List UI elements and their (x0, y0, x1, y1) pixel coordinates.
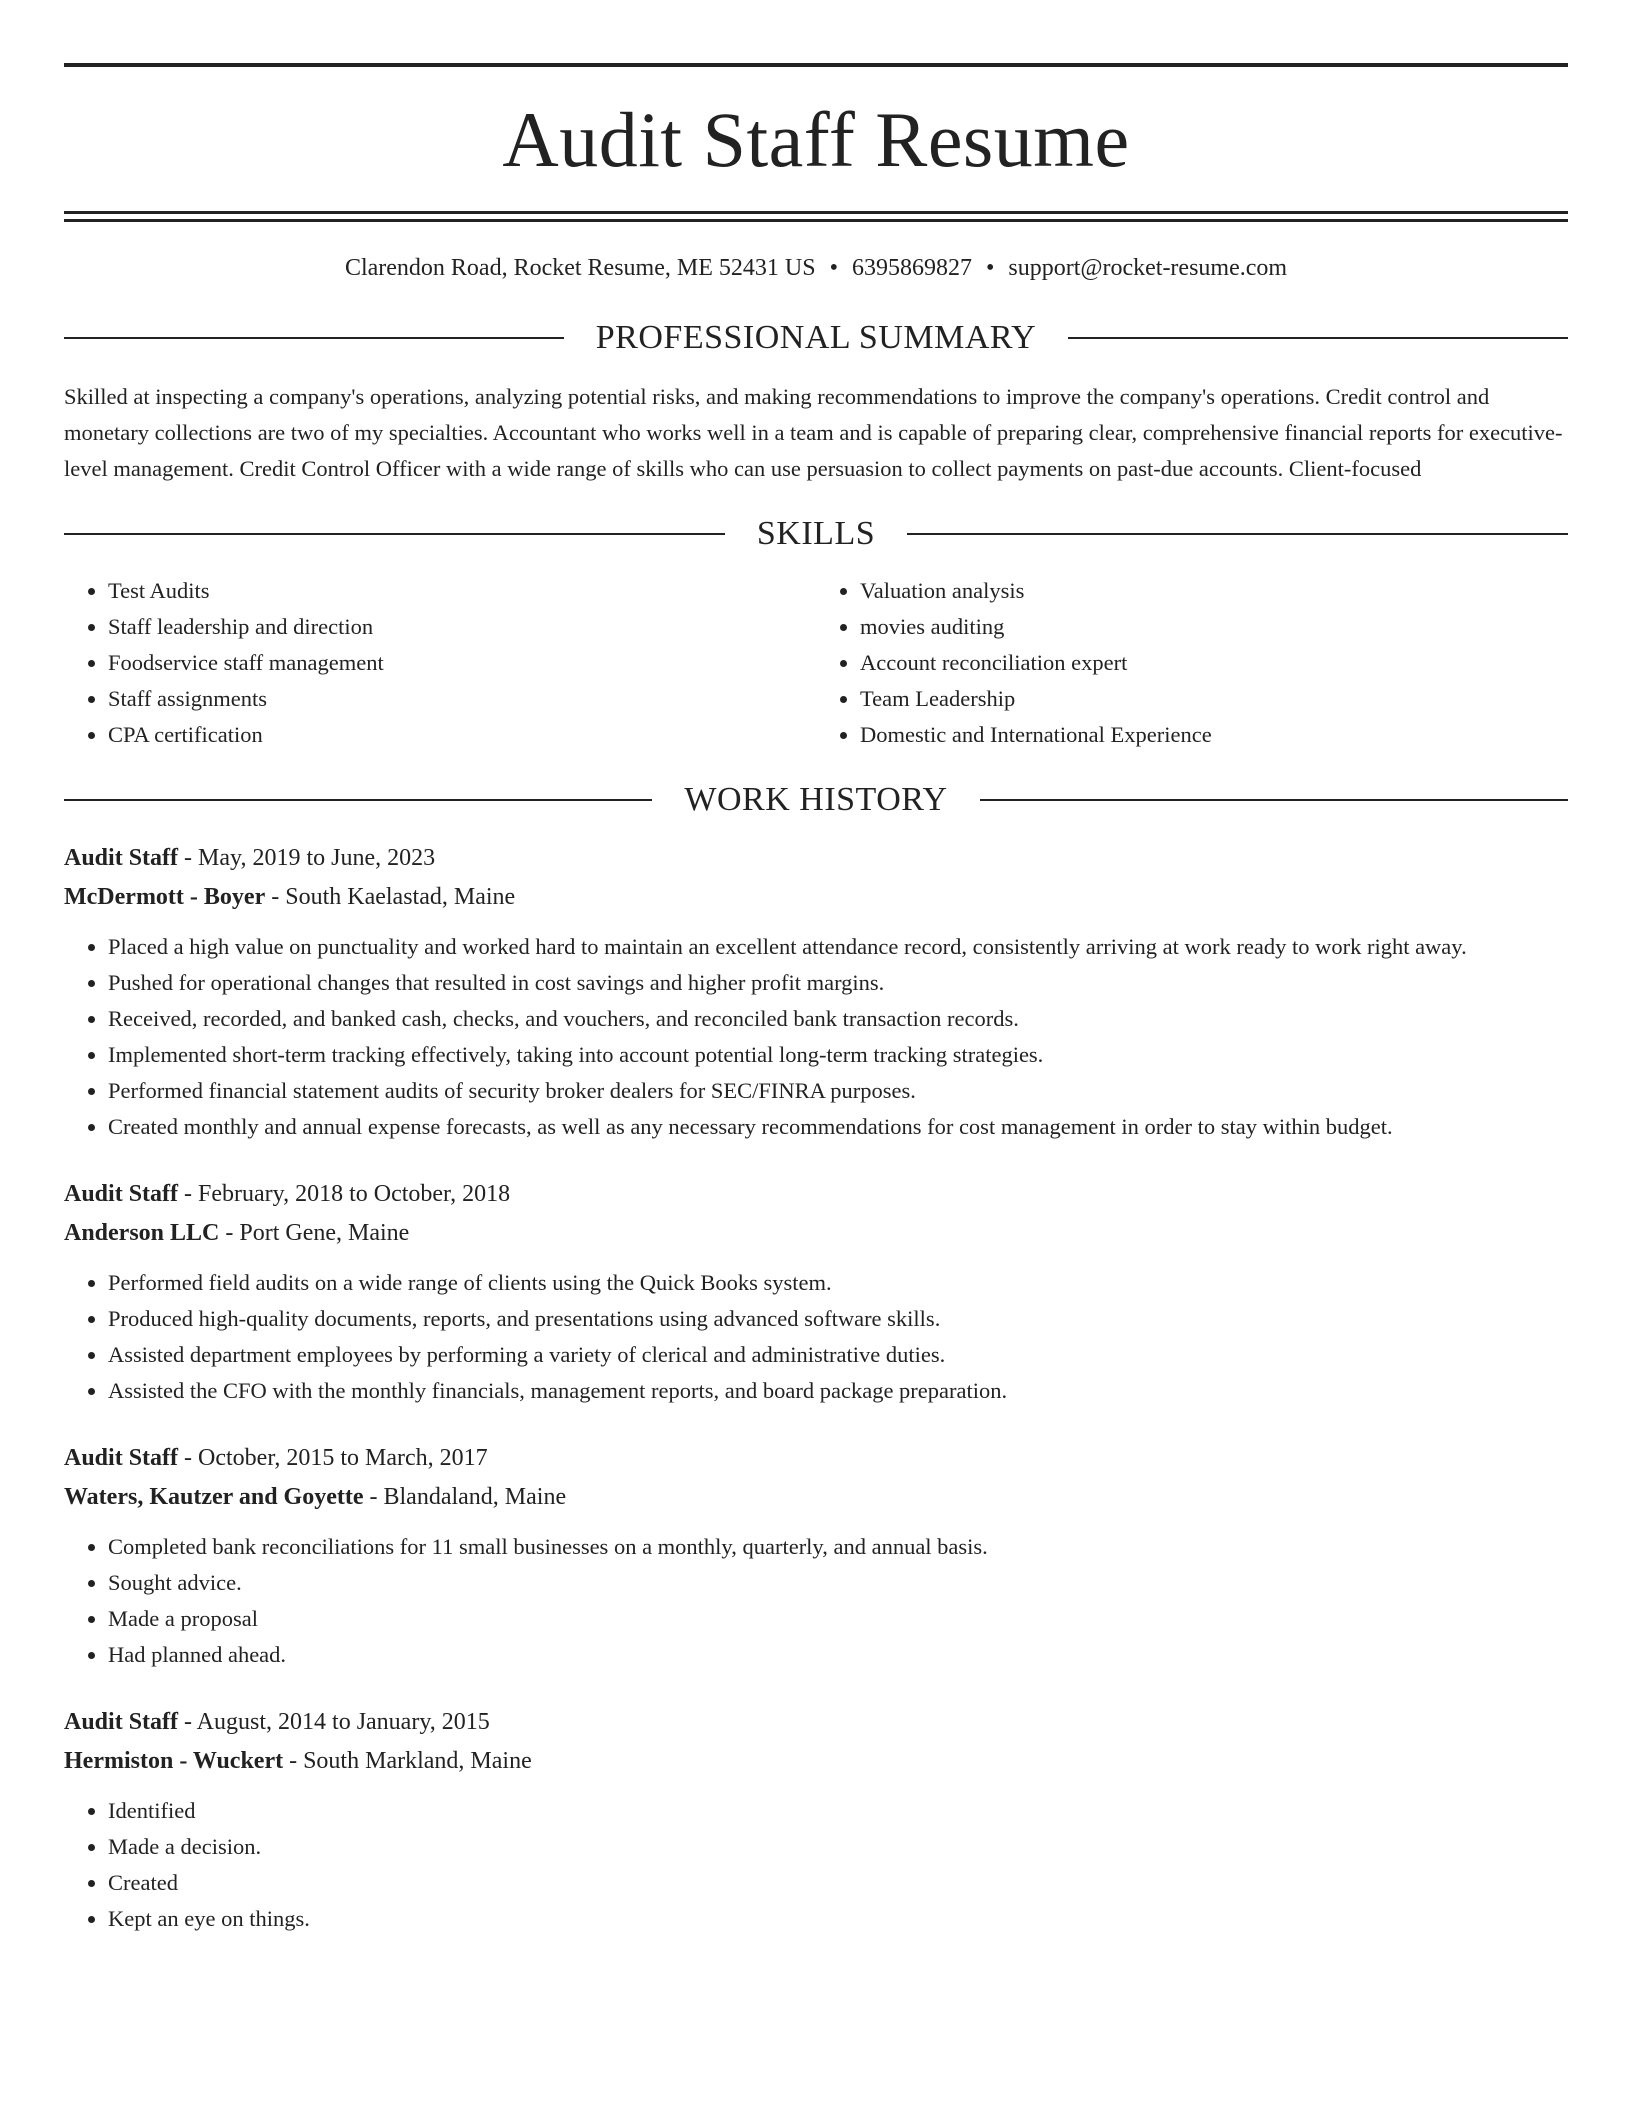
skill-item: • Domestic and International Experience (860, 717, 1568, 753)
skills-column-left (64, 573, 816, 753)
skill-item: • Valuation analysis (860, 573, 1568, 609)
job-title: Audit Staff (64, 1708, 179, 1735)
job-dates: - October, 2015 to March, 2017 (178, 1444, 488, 1471)
job-entry (64, 1439, 1568, 1673)
heading-rule-left (64, 799, 652, 801)
skill-item: • Team Leadership (860, 681, 1568, 717)
contact-line (64, 254, 1568, 283)
top-rule (64, 63, 1568, 67)
job-company-line (64, 1214, 1568, 1253)
job-bullet: • Kept an eye on things. (108, 1901, 1568, 1937)
job-title-line (64, 839, 1568, 878)
heading-rule-right (980, 799, 1568, 801)
heading-rule-right (907, 533, 1568, 535)
summary-heading-label: PROFESSIONAL SUMMARY (595, 318, 1037, 356)
skill-item: • Staff leadership and direction (108, 609, 816, 645)
job-bullet: • Made a proposal (108, 1601, 1568, 1637)
job-bullet: • Placed a high value on punctuality and worked hard to maintain an excellent attendance record, consistently arriving at work ready to work right away. (108, 929, 1568, 965)
job-bullet: • Sought advice. (108, 1565, 1568, 1601)
job-bullet: • Created (108, 1865, 1568, 1901)
job-location: - Port Gene, Maine (219, 1219, 410, 1246)
email[interactable]: support@rocket-resume.com (1008, 255, 1288, 281)
skills-column-right (816, 573, 1568, 753)
job-dates: - February, 2018 to October, 2018 (178, 1180, 511, 1207)
job-dates: - May, 2019 to June, 2023 (178, 844, 436, 871)
resume-title: Audit Staff Resume (502, 96, 1130, 183)
title-double-rule (64, 211, 1568, 222)
work-history-list (64, 839, 1568, 1937)
heading-rule-left (64, 337, 564, 339)
job-company: McDermott - Boyer (64, 883, 266, 910)
job-title-line (64, 1439, 1568, 1478)
skill-item: • Test Audits (108, 573, 816, 609)
job-location: - South Markland, Maine (283, 1747, 532, 1774)
job-bullet: • Made a decision. (108, 1829, 1568, 1865)
job-bullet: • Created monthly and annual expense forecasts, as well as any necessary recommendations for cost management in order to stay within budget. (108, 1109, 1568, 1145)
job-bullet: • Identified (108, 1793, 1568, 1829)
job-company: Waters, Kautzer and Goyette (64, 1483, 364, 1510)
job-company: Anderson LLC (64, 1219, 220, 1246)
skill-item: • Foodservice staff management (108, 645, 816, 681)
job-entry (64, 1703, 1568, 1937)
job-bullet: • Performed financial statement audits of security broker dealers for SEC/FINRA purposes. (108, 1073, 1568, 1109)
summary-heading (64, 318, 1568, 356)
job-title: Audit Staff (64, 1180, 179, 1207)
job-bullet: • Received, recorded, and banked cash, checks, and vouchers, and reconciled bank transaction records. (108, 1001, 1568, 1037)
job-bullet: • Assisted department employees by performing a variety of clerical and administrative duties. (108, 1337, 1568, 1373)
job-company: Hermiston - Wuckert (64, 1747, 284, 1774)
job-title: Audit Staff (64, 1444, 179, 1471)
heading-rule-right (1068, 337, 1568, 339)
summary-text: Skilled at inspecting a company's operations, analyzing potential risks, and making recommendations to improve the company's operations. Credit control and monetary collections are two of my specialties. Accountant who works well in a team and is capable of preparing clear, comprehensive financial reports for executive-level management. Credit Control Officer with a wide range of skills who can use persuasion to collect payments on past-due accounts. Client-focused (64, 383, 1563, 481)
job-bullet: • Performed field audits on a wide range of clients using the Quick Books system. (108, 1265, 1568, 1301)
skill-item: • movies auditing (860, 609, 1568, 645)
job-entry (64, 839, 1568, 1145)
work-history-heading (64, 780, 1568, 818)
job-bullet: • Assisted the CFO with the monthly financials, management reports, and board package preparation. (108, 1373, 1568, 1409)
job-entry (64, 1175, 1568, 1409)
job-dates: - August, 2014 to January, 2015 (178, 1708, 490, 1735)
address: Clarendon Road, Rocket Resume, ME 52431 US (344, 255, 816, 281)
job-bullets (64, 1793, 1568, 1937)
skill-item: • Account reconciliation expert (860, 645, 1568, 681)
contact-separator: • (829, 255, 838, 281)
job-bullet: • Pushed for operational changes that resulted in cost savings and higher profit margins. (108, 965, 1568, 1001)
skills-heading-label: SKILLS (756, 514, 876, 552)
job-company-line (64, 1478, 1568, 1517)
skills-list (64, 573, 1568, 753)
job-bullets (64, 1265, 1568, 1409)
job-title-line (64, 1703, 1568, 1742)
job-bullet: • Had planned ahead. (108, 1637, 1568, 1673)
work-history-heading-label: WORK HISTORY (684, 780, 948, 818)
phone[interactable]: 6395869827 (851, 255, 972, 281)
job-bullet: • Produced high-quality documents, reports, and presentations using advanced software skills. (108, 1301, 1568, 1337)
job-bullet: • Implemented short-term tracking effectively, taking into account potential long-term tracking strategies. (108, 1037, 1568, 1073)
skills-heading (64, 514, 1568, 552)
job-bullet: • Completed bank reconciliations for 11 small businesses on a monthly, quarterly, and annual basis. (108, 1529, 1568, 1565)
contact-separator: • (985, 255, 995, 281)
job-title: Audit Staff (64, 844, 179, 871)
skill-item: • Staff assignments (108, 681, 816, 717)
skill-item: • CPA certification (108, 717, 816, 753)
job-company-line (64, 878, 1568, 917)
job-bullets (64, 1529, 1568, 1673)
heading-rule-left (64, 533, 725, 535)
job-location: - Blandaland, Maine (363, 1483, 567, 1510)
job-location: - South Kaelastad, Maine (265, 883, 516, 910)
job-bullets (64, 929, 1568, 1145)
job-company-line (64, 1742, 1568, 1781)
job-title-line (64, 1175, 1568, 1214)
